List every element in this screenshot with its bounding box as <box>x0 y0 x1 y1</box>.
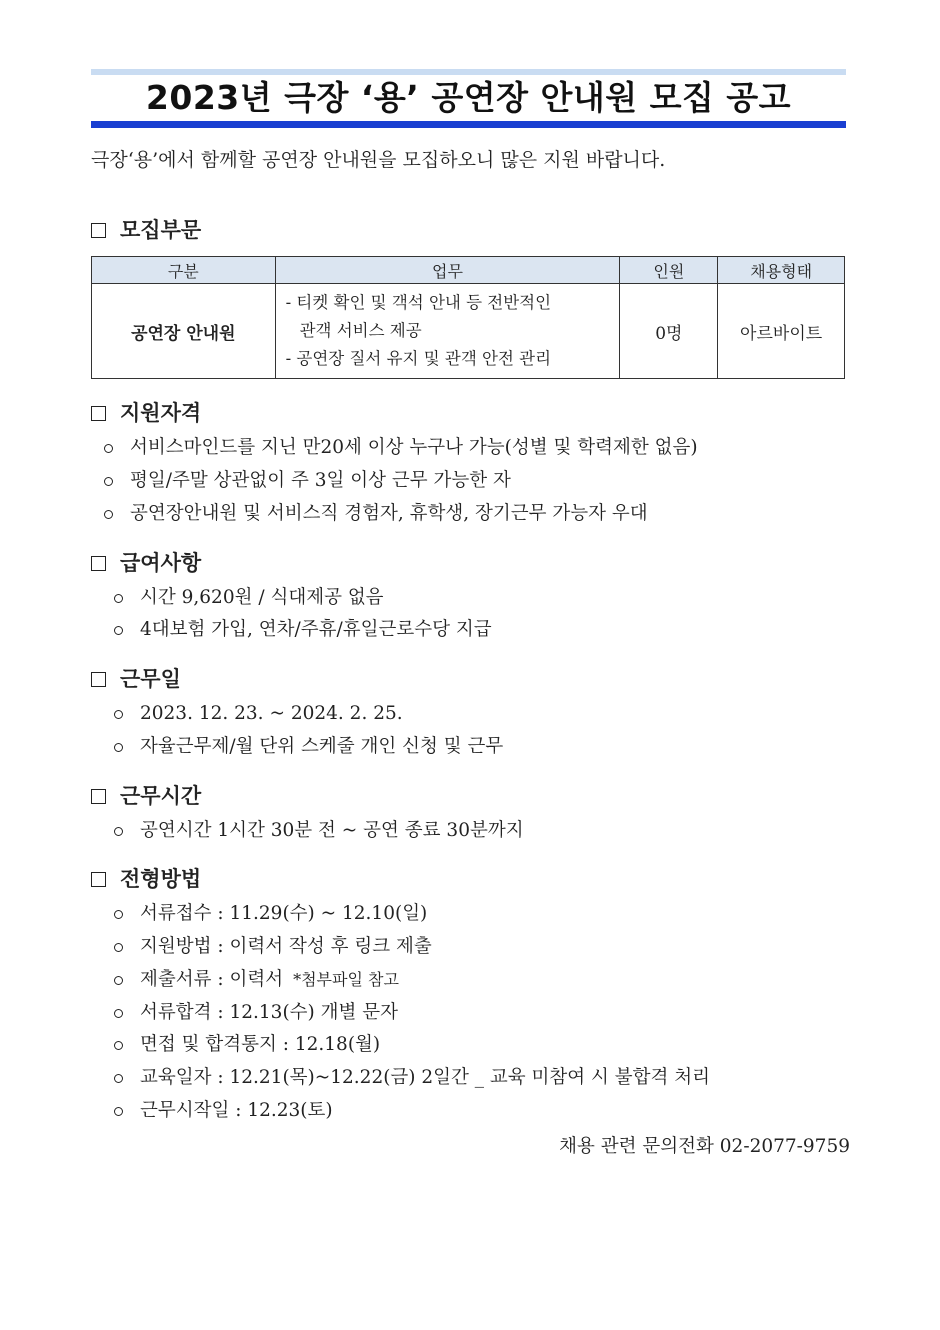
circle-bullet-icon <box>114 1074 123 1083</box>
attachment-note: *첨부파일 참고 <box>293 970 399 989</box>
checkbox-icon <box>91 872 106 887</box>
section-salary-heading <box>91 548 201 578</box>
circle-bullet-icon <box>114 1009 123 1018</box>
checkbox-icon <box>91 406 106 421</box>
circle-bullet-icon <box>114 976 123 985</box>
list-item <box>104 435 698 461</box>
list-item-text: 자율근무제/월 단위 스케줄 개인 신청 및 근무 <box>140 736 504 757</box>
circle-bullet-icon <box>114 743 123 752</box>
list-item-text: 지원방법 : 이력서 작성 후 링크 제출 <box>140 936 432 957</box>
table-header: 구분 <box>92 257 276 284</box>
section-title: 근무일 <box>120 667 181 691</box>
circle-bullet-icon <box>114 626 123 635</box>
duty-line: - 티켓 확인 및 객석 안내 등 전반적인 <box>285 293 552 312</box>
section-title: 지원자격 <box>120 401 202 425</box>
list-item-text: 2023. 12. 23. ~ 2024. 2. 25. <box>140 703 403 724</box>
list-item-text: 교육일자 : 12.21(목)~12.22(금) 2일간 _ 교육 미참여 시 불합격 처리 <box>140 1067 711 1088</box>
section-process-heading <box>91 864 201 894</box>
list-item <box>114 1065 710 1091</box>
circle-bullet-icon <box>114 1107 123 1116</box>
duty-line: 관객 서비스 제공 <box>299 321 422 340</box>
circle-bullet-icon <box>114 943 123 952</box>
list-item <box>114 901 427 927</box>
list-item-text: 공연시간 1시간 30분 전 ~ 공연 종료 30분까지 <box>140 820 524 841</box>
list-item <box>114 734 503 760</box>
list-item-text: 서류접수 : 11.29(수) ~ 12.10(일) <box>140 903 428 924</box>
table-header: 업무 <box>275 257 620 284</box>
circle-bullet-icon <box>114 827 123 836</box>
list-item-text: 서비스마인드를 지닌 만20세 이상 누구나 가능(성별 및 학력제한 없음) <box>130 437 698 458</box>
section-title: 급여사항 <box>120 551 202 575</box>
table-cell-duties <box>275 284 620 379</box>
list-item <box>104 468 511 494</box>
table-header: 채용형태 <box>718 257 845 284</box>
list-item <box>114 1000 398 1026</box>
section-worktime-heading <box>91 781 201 811</box>
list-item-text: 서류합격 : 12.13(수) 개별 문자 <box>140 1002 398 1023</box>
list-item-text: 공연장안내원 및 서비스직 경험자, 휴학생, 장기근무 가능자 우대 <box>130 503 648 524</box>
list-item <box>114 617 492 643</box>
section-recruit-heading <box>91 215 201 245</box>
section-title: 근무시간 <box>120 784 202 808</box>
list-item <box>114 585 384 611</box>
table-cell-count: 0명 <box>620 284 718 379</box>
circle-bullet-icon <box>114 1041 123 1050</box>
list-item-text: 4대보험 가입, 연차/주휴/휴일근로수당 지급 <box>140 619 492 640</box>
list-item-text: 근무시작일 : 12.23(토) <box>140 1100 333 1121</box>
list-item-text: 평일/주말 상관없이 주 3일 이상 근무 가능한 자 <box>130 470 511 491</box>
list-item <box>114 967 399 993</box>
table-header-row <box>92 257 845 284</box>
section-workdays-heading <box>91 664 181 694</box>
list-item-text: 제출서류 : 이력서 <box>140 969 284 990</box>
contact-phone: 채용 관련 문의전화 02-2077-9759 <box>559 1136 850 1157</box>
table-cell-type: 아르바이트 <box>718 284 845 379</box>
title-top-rule <box>91 69 846 75</box>
circle-bullet-icon <box>104 510 113 519</box>
circle-bullet-icon <box>114 594 123 603</box>
checkbox-icon <box>91 556 106 571</box>
checkbox-icon <box>91 672 106 687</box>
list-item <box>114 934 432 960</box>
list-item <box>114 1032 380 1058</box>
title-bottom-rule <box>91 121 846 128</box>
list-item <box>104 501 648 527</box>
circle-bullet-icon <box>114 910 123 919</box>
duty-line: - 공연장 질서 유지 및 관객 안전 관리 <box>285 349 552 368</box>
table-header: 인원 <box>620 257 718 284</box>
section-title: 전형방법 <box>120 867 202 891</box>
intro-text: 극장‘용’에서 함께할 공연장 안내원을 모집하오니 많은 지원 바랍니다. <box>91 149 666 171</box>
table-row <box>92 284 845 379</box>
page-title: 2023년 극장 ‘용’ 공연장 안내원 모집 공고 <box>145 78 792 117</box>
recruit-table <box>91 256 845 379</box>
circle-bullet-icon <box>104 444 113 453</box>
checkbox-icon <box>91 789 106 804</box>
list-item <box>114 701 403 727</box>
list-item <box>114 818 524 844</box>
circle-bullet-icon <box>114 710 123 719</box>
table-cell-category: 공연장 안내원 <box>92 284 276 379</box>
circle-bullet-icon <box>104 477 113 486</box>
list-item-text: 면접 및 합격통지 : 12.18(월) <box>140 1034 381 1055</box>
section-qualification-heading <box>91 398 201 428</box>
list-item <box>114 1098 333 1124</box>
checkbox-icon <box>91 223 106 238</box>
section-title: 모집부문 <box>120 218 202 242</box>
list-item-text: 시간 9,620원 / 식대제공 없음 <box>140 587 384 608</box>
